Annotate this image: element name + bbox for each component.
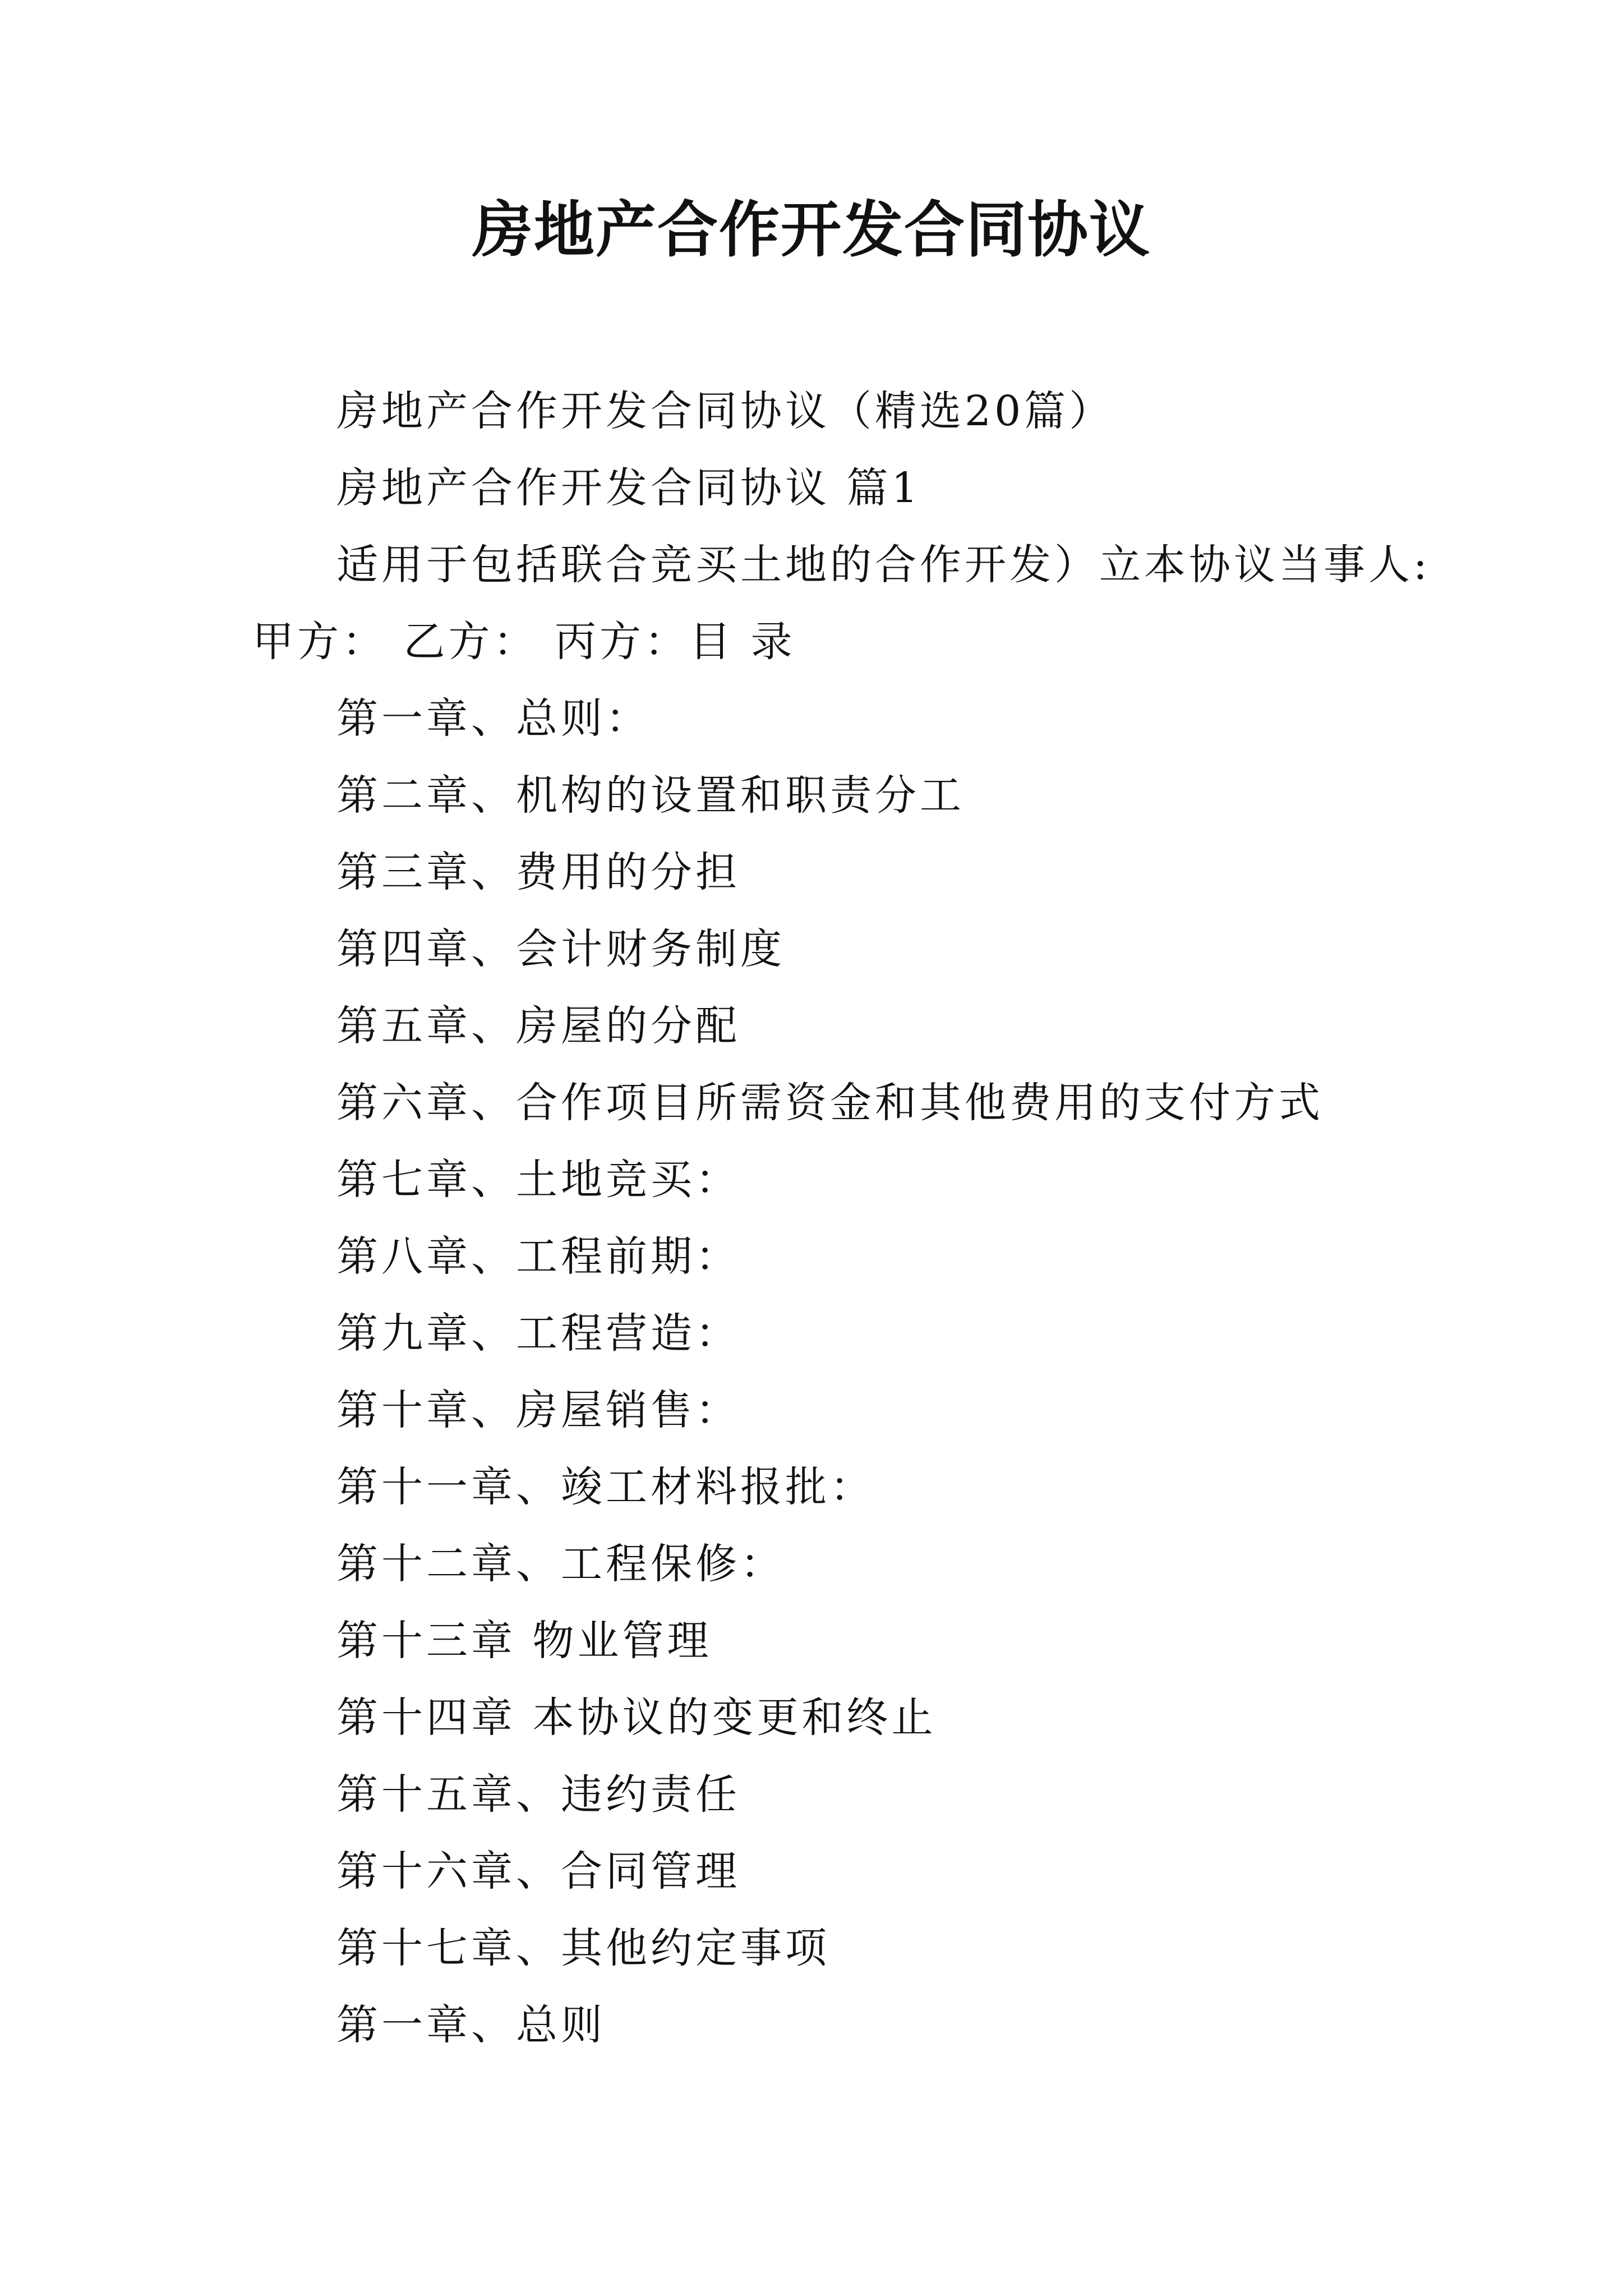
toc-item: 第六章、合作项目所需资金和其他费用的支付方式 [336,1079,1324,1127]
toc-item: 第十一章、竣工材料报批： [336,1463,875,1511]
chapter-heading: 第一章、总则 [336,2001,606,2049]
intro-line: 适用于包括联合竞买土地的合作开发）立本协议当事人: [336,541,1431,589]
document-body [252,373,1431,2064]
toc-item: 第五章、房屋的分配 [336,1002,740,1050]
toc-item: 第四章、会计财务制度 [336,925,785,973]
toc-item: 第十三章 物业管理 [336,1617,712,1665]
toc-item: 第十六章、合同管理 [336,1847,740,1895]
toc-item: 第十章、房屋销售： [336,1386,740,1434]
toc-item: 第十二章、工程保修： [336,1540,785,1588]
toc-item: 第十五章、违约责任 [336,1770,740,1819]
article-heading: 房地产合作开发合同协议 篇1 [336,464,921,512]
toc-item: 第二章、机构的设置和职责分工 [336,771,965,820]
toc-item: 第十四章 本协议的变更和终止 [336,1694,937,1742]
toc-item: 第九章、工程营造： [336,1309,740,1358]
toc-item: 第七章、土地竞买： [336,1156,740,1204]
toc-item: 第三章、费用的分担 [336,848,740,896]
document-title: 房地产合作开发合同协议 [472,195,1151,265]
toc-item: 第一章、总则： [336,694,651,743]
toc-item: 第八章、工程前期： [336,1232,740,1281]
subtitle-line: 房地产合作开发合同协议（精选20篇） [336,387,1114,435]
toc-item: 第十七章、其他约定事项 [336,1924,830,1972]
parties-line: 甲方： 乙方： 丙方：目 录 [252,618,796,666]
